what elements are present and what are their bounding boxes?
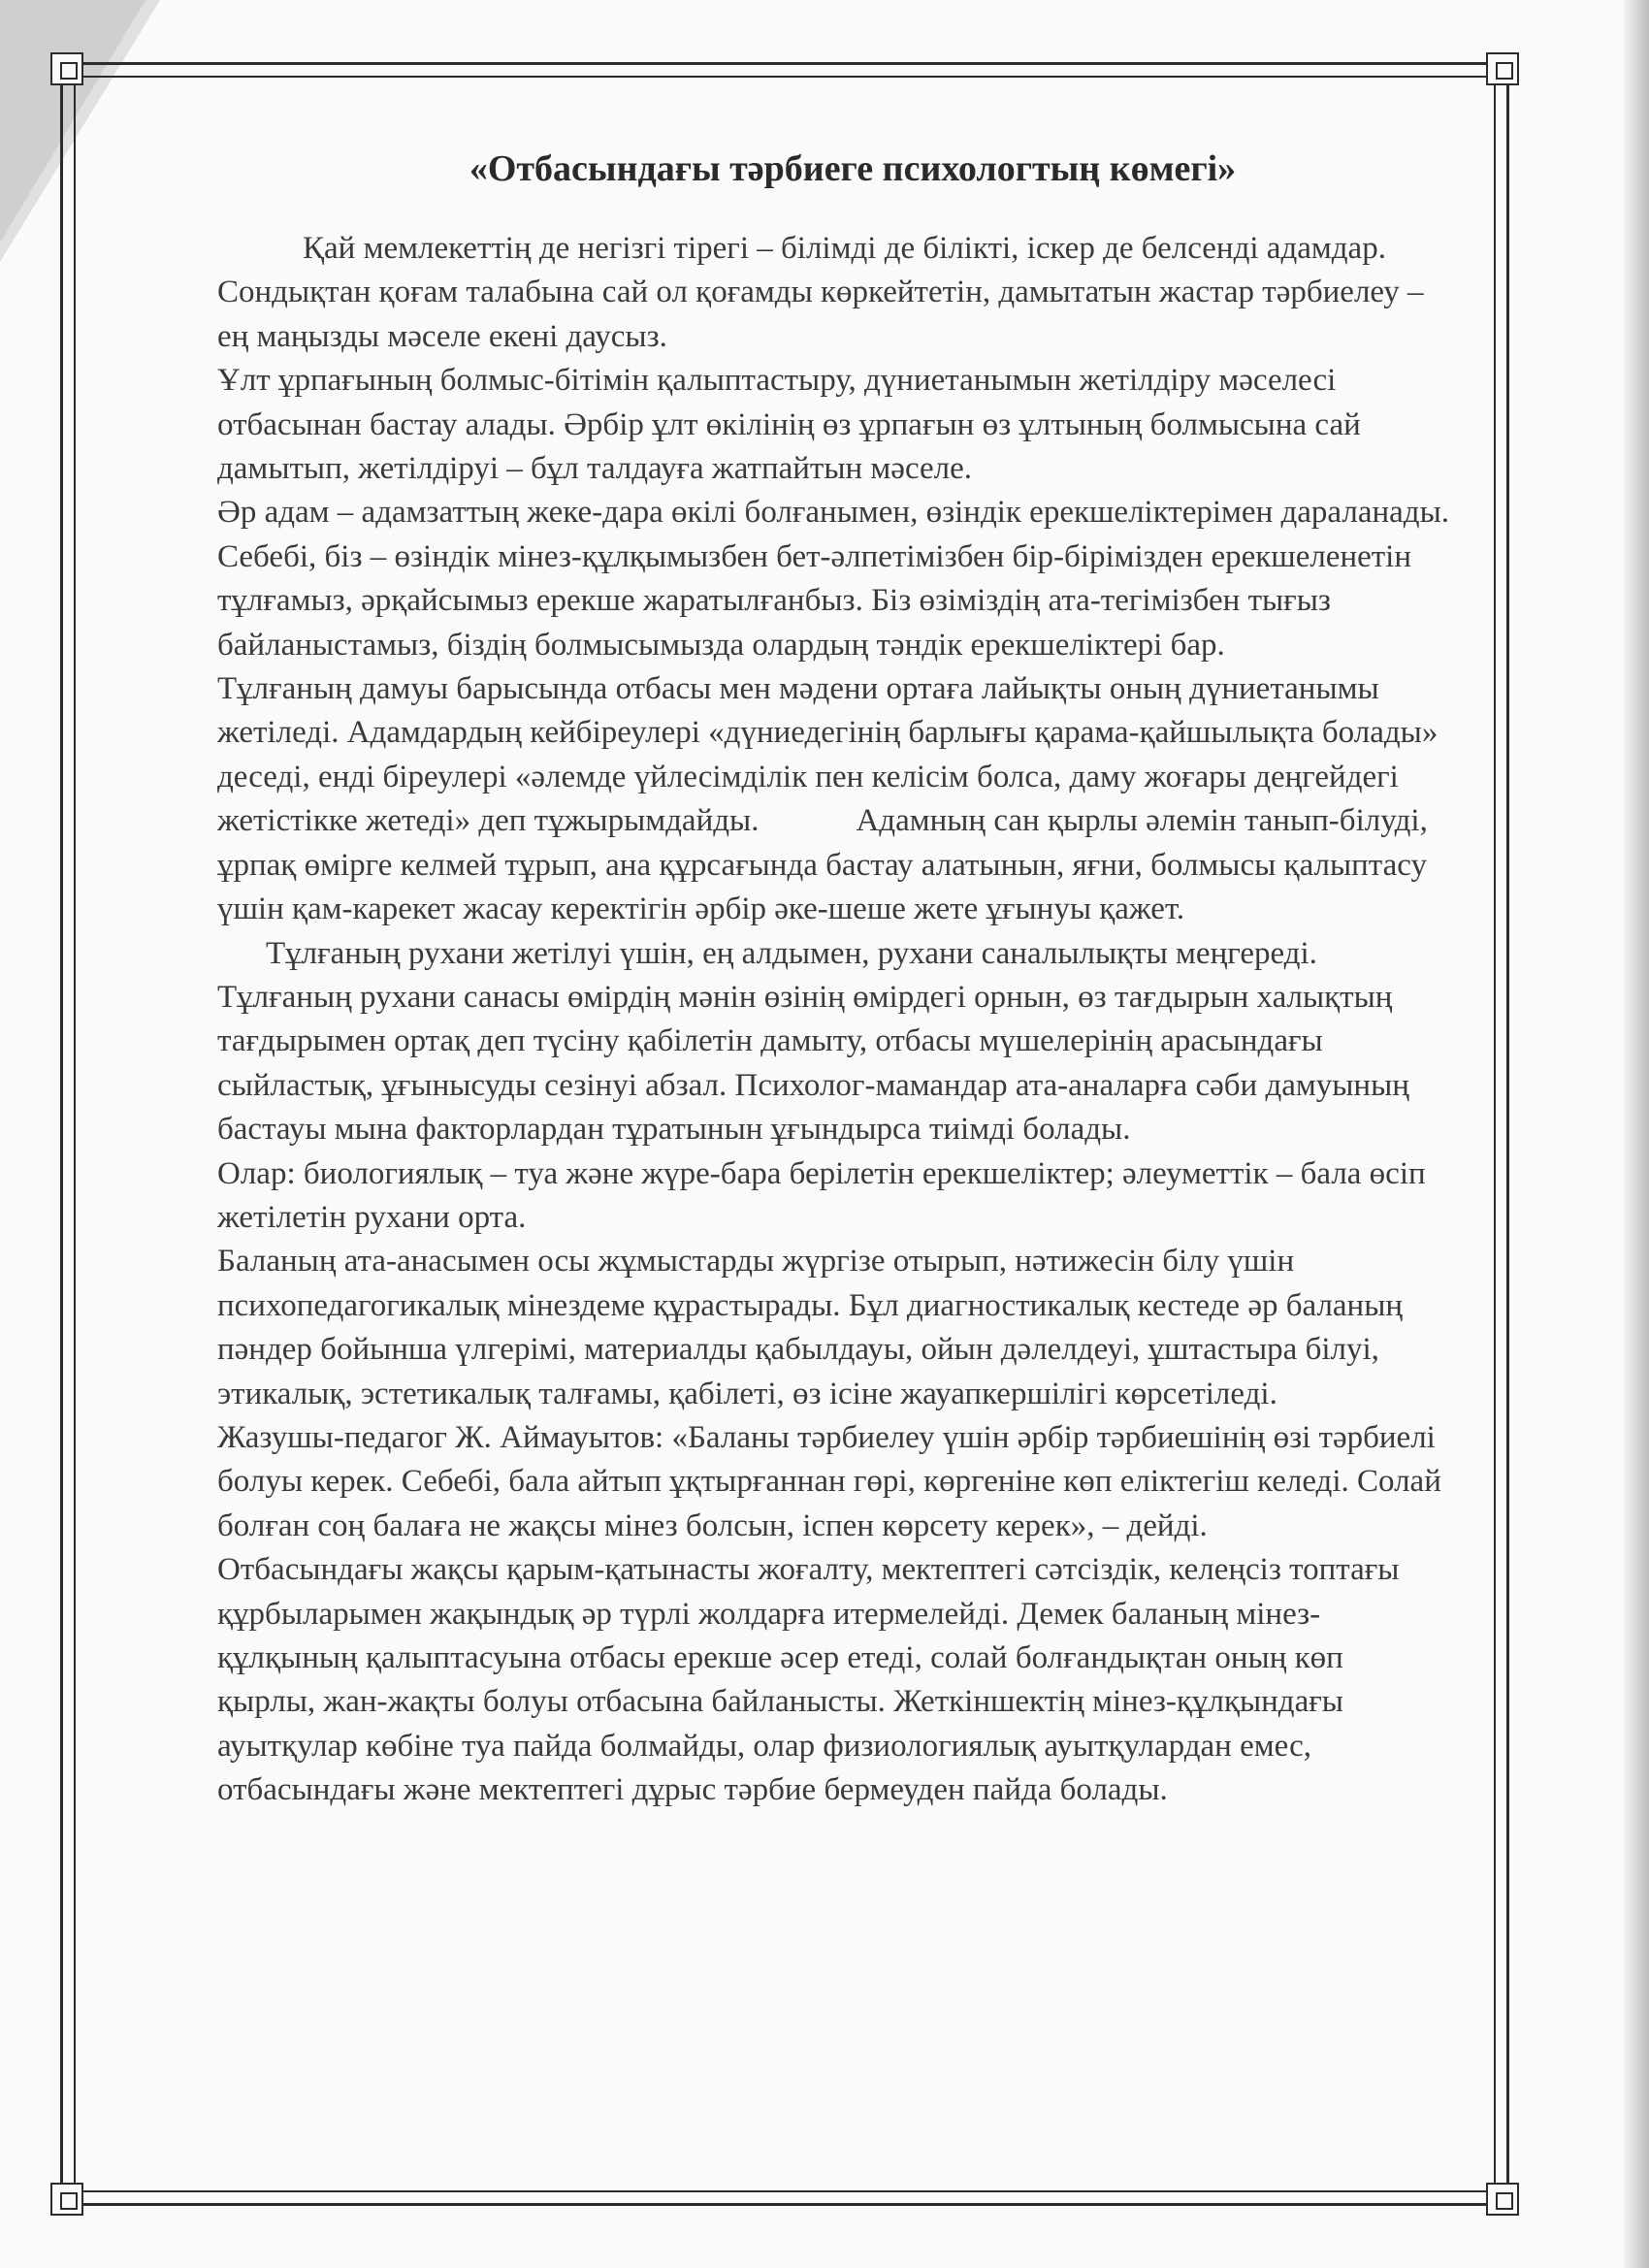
paragraph: Баланың ата-анасымен осы жұмыстарды жүргізе отырып, нәтижесін білу үшін психопедагогикалық мінездеме құрастырады. Бұл диагностикалық кестеде әр баланың пәндер бойынша үлгерімі, материалды қабылдауы, ойын дәлелдеуі, ұштастыра білуі, этикалық, эстетикалық талғамы, қабілеті, өз ісіне жауапкершілігі көрсетіледі.: [217, 1244, 1404, 1411]
document-title: «Отбасындағы тәрбиеге психологтың көмегі»: [469, 148, 1237, 189]
paragraph: [217, 667, 1449, 931]
paragraph: Ұлт ұрпағының болмыс-бітімін қалыптастыру, дүниетанымын жетілдіру мәселесі отбасынан бастау алады. Әрбір ұлт өкілінің өз ұрпағын өз ұлтының болмысына сай дамытып, жетілдіруі – бұл талдауға жатпайтын мәселе.: [217, 363, 1361, 487]
paragraph: Олар: биологиялық – туа және жүре-бара берілетін ерекшеліктер; әлеуметтік – бала өсіп жетілетін рухани орта.: [217, 1155, 1426, 1235]
document-body: [217, 146, 1449, 1813]
paragraph-part: Тұлғаның дамуы барысында отбасы мен мәдени ортаға лайықты оның дүниетанымы жетіледі. Адамдардың кейбіреулері «дүниедегінің барлығы қарама-қайшылықта болады» деседі, енді біреулері «әлемде үйлесімділік пен келісім болса, даму жоғары деңгейдегі жетістікке жетеді» деп тұжырымдайды.: [217, 671, 1439, 839]
frame-corner-bottom-left: [50, 2183, 83, 2216]
paragraph: Отбасындағы жақсы қарым-қатынасты жоғалту, мектептегі сәтсіздік, келеңсіз топтағы құрбыларымен жақындық әр түрлі жолдарға итермелейді. Демек баланың мінез-құлқының қалыптасуына отбасы ерекше әсер етеді, солай болғандықтан оның көп қырлы, жан-жақты болуы отбасына байланысты. Жеткіншектің мінез-құлқындағы ауытқулар көбіне туа пайда болмайды, олар физиологиялық ауытқулардан емес, отбасындағы және мектептегі дұрыс тәрбие бермеуден пайда болады.: [217, 1552, 1400, 1808]
frame-corner-top-right: [1486, 52, 1519, 85]
frame-corner-top-left: [50, 52, 83, 85]
paragraph: Әр адам – адамзаттың жеке-дара өкілі болғанымен, өзіндік ерекшеліктерімен дараланады. Себебі, біз – өзіндік мінез-құлқымызбен бет-әлпетімізбен бір-бірімізден ерекшеленетін тұлғамыз, әрқайсымыз ерекше жаратылғанбыз. Біз өзіміздің ата-тегімізбен тығыз байланыстамыз, біздің болмысымызда олардың тәндік ерекшеліктері бар.: [217, 495, 1449, 663]
paragraph: Жазушы-педагог Ж. Аймауытов: «Баланы тәрбиелеу үшін әрбір тәрбиешінің өзі тәрбиелі болуы керек. Себебі, бала айтып ұқтырғаннан гөрі, көргеніне көп еліктегіш келеді. Солай болған соң балаға не жақсы мінез болсын, іспен көрсету керек», – дейді.: [217, 1419, 1441, 1543]
paragraph-part: Адамның сан қырлы әлемін танып-білуді, ұрпақ өмірге келмей тұрып, ана құрсағында бастау алатынын, яғни, болмысы қалыптасу үшін қам-карекет жасау керектігін әрбір әке-шеше жете ұғынуы қажет.: [217, 803, 1428, 927]
frame-corner-bottom-right: [1486, 2183, 1519, 2216]
paragraph: Тұлғаның рухани жетілуі үшін, ең алдымен, рухани саналылықты меңгереді. Тұлғаның рухани санасы өмірдің мәнін өзінің өмірдегі орнын, өз тағдырын халықтың тағдырымен ортақ деп түсіну қабілетін дамыту, отбасы мүшелерінің арасындағы сыйластық, ұғынысуды сезінуі абзал. Психолог-мамандар ата-аналарға сәби дамуының бастауы мына факторлардан тұратынын ұғындырса тиімді болады.: [217, 935, 1409, 1148]
paragraph: Қай мемлекеттің де негізгі тірегі – білімді де білікті, іскер де белсенді адамдар. Сондықтан қоғам талабына сай ол қоғамды көркейтетін, дамытатын жастар тәрбиелеу – ең маңызды мәселе екені даусыз.: [217, 231, 1424, 354]
page-edge-shadow: [1624, 0, 1649, 2268]
